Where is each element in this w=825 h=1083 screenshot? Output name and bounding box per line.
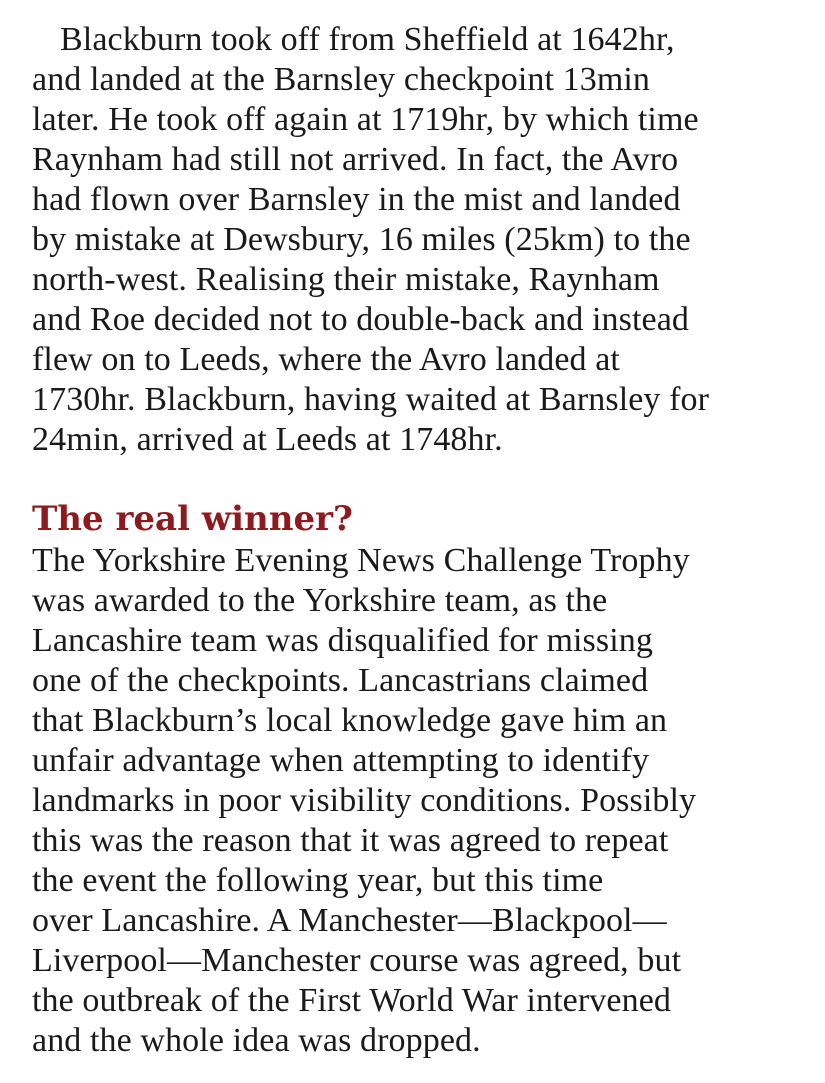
paragraph-line: and the whole idea was dropped. — [32, 1022, 481, 1059]
paragraph-line: Liverpool—Manchester course was agreed, but — [32, 942, 682, 979]
paragraph-line: Lancashire team was disqualified for missing — [32, 622, 653, 659]
paragraph-line: later. He took off again at 1719hr, by which time — [32, 101, 699, 138]
paragraph-line: 24min, arrived at Leeds at 1748hr. — [32, 421, 503, 458]
paragraph-line: Raynham had still not arrived. In fact, the Avro — [32, 141, 679, 178]
paragraph-line: the event the following year, but this time — [32, 862, 604, 899]
paragraph-line: unfair advantage when attempting to identify — [32, 742, 650, 779]
paragraph-line: over Lancashire. A Manchester—Blackpool— — [32, 902, 667, 939]
paragraph-line: one of the checkpoints. Lancastrians claimed — [32, 662, 649, 699]
paragraph-line: by mistake at Dewsbury, 16 miles (25km) to the — [32, 221, 691, 258]
paragraph-line: had flown over Barnsley in the mist and landed — [32, 181, 681, 218]
paragraph-line: north-west. Realising their mistake, Raynham — [32, 261, 660, 298]
paragraph-line: The Yorkshire Evening News Challenge Trophy — [32, 542, 690, 579]
paragraph-line: 1730hr. Blackburn, having waited at Barnsley for — [32, 381, 710, 418]
section-heading: The real winner? — [32, 499, 353, 539]
paragraph-line: that Blackburn’s local knowledge gave him an — [32, 702, 668, 739]
paragraph-line: flew on to Leeds, where the Avro landed at — [32, 341, 620, 378]
paragraph-line: landmarks in poor visibility conditions. Possibly — [32, 782, 697, 819]
paragraph-line: the outbreak of the First World War intervened — [32, 982, 671, 1019]
paragraph-line: and Roe decided not to double-back and instead — [32, 301, 690, 338]
paragraph-line: this was the reason that it was agreed to repeat — [32, 822, 669, 859]
paragraph-line: Blackburn took off from Sheffield at 1642hr, — [60, 21, 675, 58]
paragraph-line: and landed at the Barnsley checkpoint 13min — [32, 61, 651, 98]
paragraph-line: was awarded to the Yorkshire team, as the — [32, 582, 608, 619]
